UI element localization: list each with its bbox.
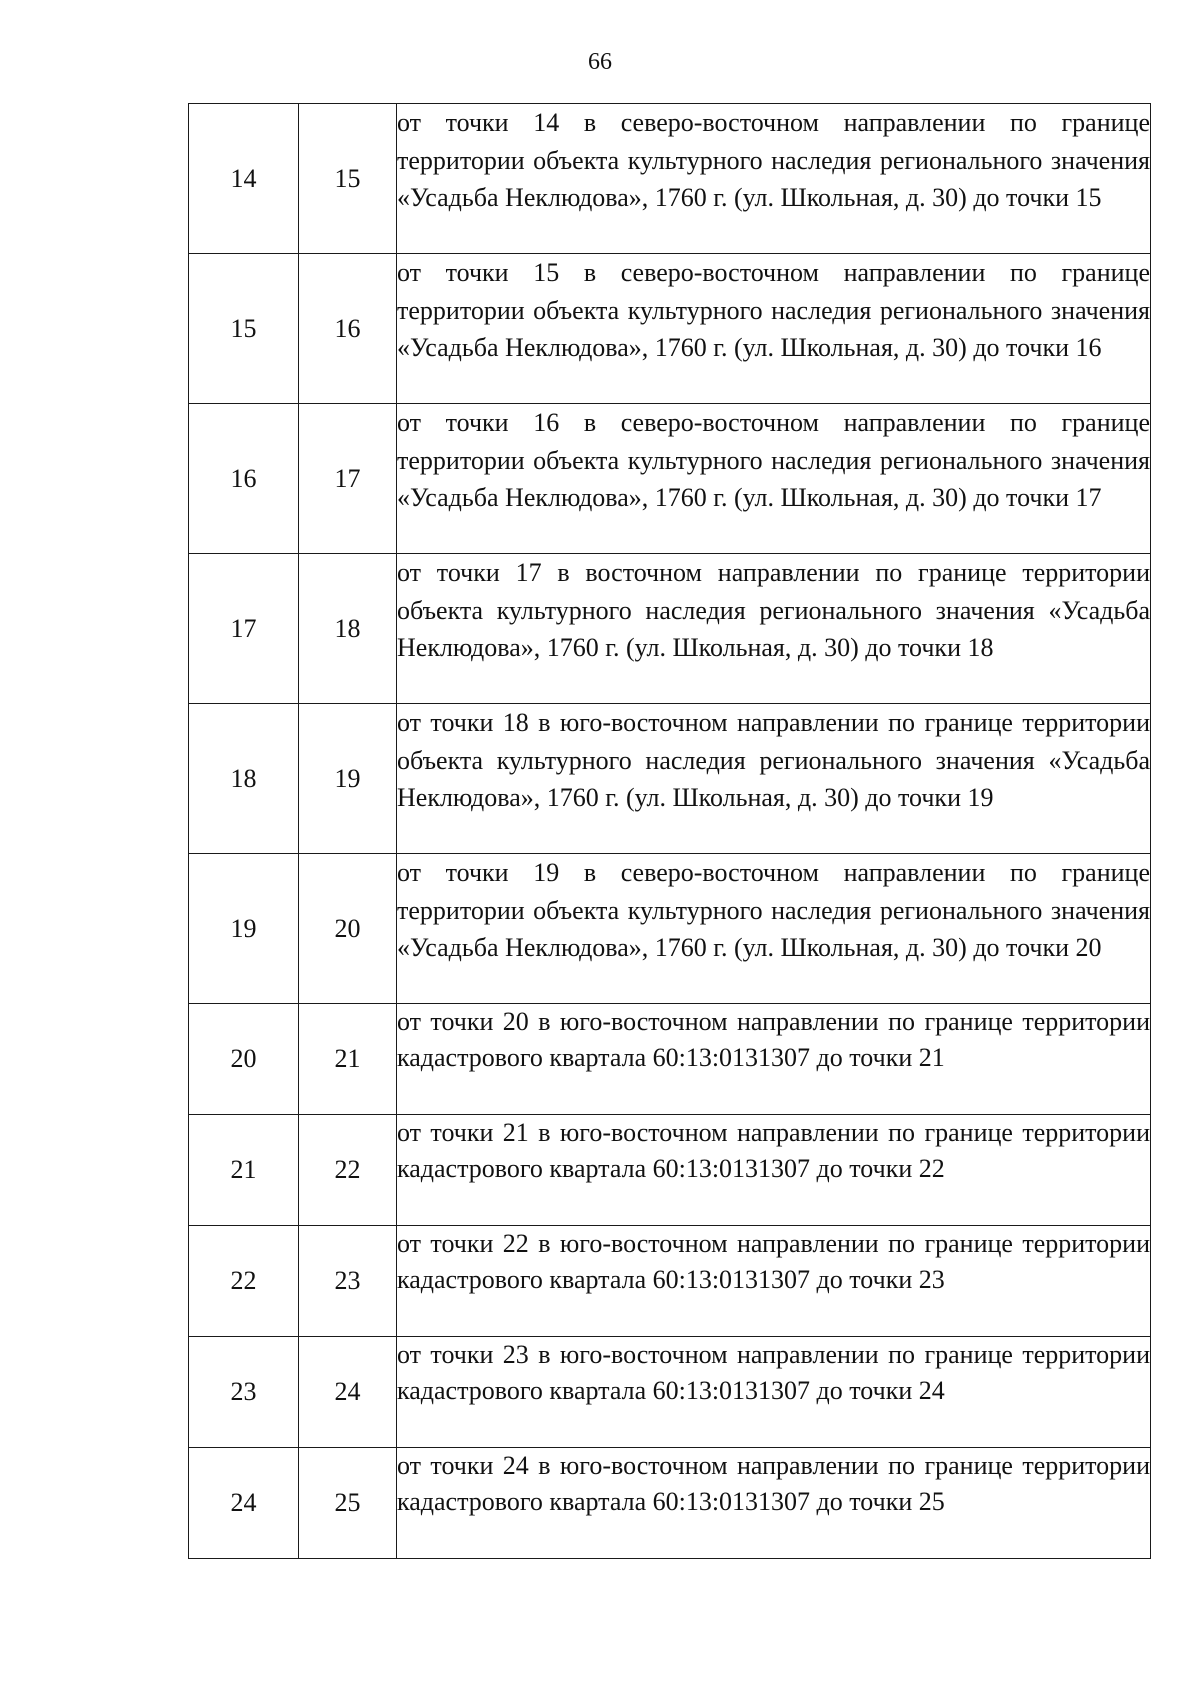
page-number: 66 — [588, 49, 612, 75]
point-from-cell: 21 — [189, 1115, 299, 1226]
boundary-description-cell: от точки 14 в северо-восточном направлении по границе территории объекта культурного наследия регионального значения «Усадьба Неклюдова», 1760 г. (ул. Школьная, д. 30) до точки 15 — [397, 104, 1151, 254]
point-from-cell: 19 — [189, 854, 299, 1004]
table-row — [189, 1226, 1151, 1337]
boundary-description-cell: от точки 16 в северо-восточном направлении по границе территории объекта культурного наследия регионального значения «Усадьба Неклюдова», 1760 г. (ул. Школьная, д. 30) до точки 17 — [397, 404, 1151, 554]
boundary-description-cell: от точки 18 в юго-восточном направлении по границе территории объекта культурного наследия регионального значения «Усадьба Неклюдова», 1760 г. (ул. Школьная, д. 30) до точки 19 — [397, 704, 1151, 854]
table-row — [189, 404, 1151, 554]
point-to-cell: 25 — [299, 1448, 397, 1559]
point-from-cell: 24 — [189, 1448, 299, 1559]
point-from-cell: 14 — [189, 104, 299, 254]
boundary-description-cell: от точки 24 в юго-восточном направлении по границе территории кадастрового квартала 60:13:0131307 до точки 25 — [397, 1448, 1151, 1559]
point-to-cell: 20 — [299, 854, 397, 1004]
table-row — [189, 1004, 1151, 1115]
point-from-cell: 15 — [189, 254, 299, 404]
point-from-cell: 23 — [189, 1337, 299, 1448]
table-row — [189, 1337, 1151, 1448]
point-from-cell: 17 — [189, 554, 299, 704]
boundary-description-cell: от точки 15 в северо-восточном направлении по границе территории объекта культурного наследия регионального значения «Усадьба Неклюдова», 1760 г. (ул. Школьная, д. 30) до точки 16 — [397, 254, 1151, 404]
point-from-cell: 16 — [189, 404, 299, 554]
boundary-description-cell: от точки 23 в юго-восточном направлении по границе территории кадастрового квартала 60:13:0131307 до точки 24 — [397, 1337, 1151, 1448]
boundary-description-cell: от точки 22 в юго-восточном направлении по границе территории кадастрового квартала 60:13:0131307 до точки 23 — [397, 1226, 1151, 1337]
point-from-cell: 22 — [189, 1226, 299, 1337]
table-row — [189, 1115, 1151, 1226]
table-row — [189, 704, 1151, 854]
point-to-cell: 18 — [299, 554, 397, 704]
point-to-cell: 15 — [299, 104, 397, 254]
point-to-cell: 21 — [299, 1004, 397, 1115]
point-to-cell: 16 — [299, 254, 397, 404]
table-row — [189, 254, 1151, 404]
boundary-description-cell: от точки 19 в северо-восточном направлении по границе территории объекта культурного наследия регионального значения «Усадьба Неклюдова», 1760 г. (ул. Школьная, д. 30) до точки 20 — [397, 854, 1151, 1004]
point-from-cell: 20 — [189, 1004, 299, 1115]
table-row — [189, 554, 1151, 704]
point-to-cell: 24 — [299, 1337, 397, 1448]
table-row — [189, 854, 1151, 1004]
point-to-cell: 22 — [299, 1115, 397, 1226]
boundary-description-cell: от точки 21 в юго-восточном направлении по границе территории кадастрового квартала 60:13:0131307 до точки 22 — [397, 1115, 1151, 1226]
boundary-points-table — [188, 103, 1151, 1559]
point-to-cell: 23 — [299, 1226, 397, 1337]
table-row — [189, 104, 1151, 254]
boundary-description-cell: от точки 20 в юго-восточном направлении по границе территории кадастрового квартала 60:13:0131307 до точки 21 — [397, 1004, 1151, 1115]
table-row — [189, 1448, 1151, 1559]
point-to-cell: 19 — [299, 704, 397, 854]
boundary-description-cell: от точки 17 в восточном направлении по границе территории объекта культурного наследия регионального значения «Усадьба Неклюдова», 1760 г. (ул. Школьная, д. 30) до точки 18 — [397, 554, 1151, 704]
point-to-cell: 17 — [299, 404, 397, 554]
point-from-cell: 18 — [189, 704, 299, 854]
